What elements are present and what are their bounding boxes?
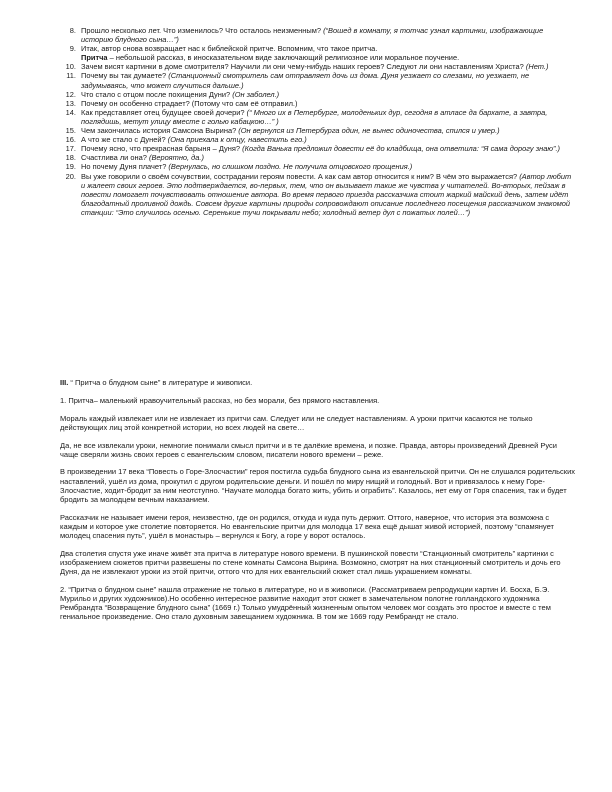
question-item	[52, 26, 574, 44]
question-answer: (“ Много их в Петербурге, молоденьких дур, сегодня в атласе да бархате, а завтра, поглядишь, метут улицу вместе с голью кабацкою…” )	[81, 107, 548, 126]
question-item	[52, 62, 574, 71]
question-item	[52, 108, 574, 126]
question-item	[52, 162, 574, 171]
question-item	[52, 71, 574, 89]
paragraph: В произведении 17 века “Повесть о Горе-Злосчастии” героя постигла судьба блудного сына из евангельской притчи. Он не слушался родительских наставлений, ушёл из дома, прокутил с другом родительские деньги. И пошёл по миру нищий и голодный. Вот и привязалось к нему Горе-Злосчастие, ходит-бродит за ним неотступно. “Научате молодца богато жить, убить и ограбить”. Казалось, нет ему от Горя спасения, так и будет бродить за молодцем вечным наказанием.	[60, 467, 576, 504]
question-item	[52, 135, 574, 144]
paragraph: Мораль каждый извлекает или не извлекает из притчи сам. Следует или не следует наставлениям. А уроки притчи касаются не только действующих лиц этой конкретной истории, но всех людей на свете…	[60, 413, 533, 432]
question-item	[52, 153, 574, 162]
question-item	[52, 126, 574, 135]
paragraph: 2. “Притча о блудном сыне” нашла отражение не только в литературе, но и в живописи. (Рассматриваем репродукции картин И. Босха, Б.Э. Мурильо и других художников).Но особенно интересное развитие находит этот сюжет в замечательном полотне голландского художника Рембрандта “Возвращение блудного сына” (1669 г.) Только умудрённый жизненным опытом человек мог создать это простое и вместе с тем гениальное произведение. Оно стало духовным завещанием художника. В том же 1669 году Рембрандт не стало.	[60, 584, 551, 622]
question-number: 17.	[65, 144, 76, 154]
question-text: Счастлива ли она?	[81, 153, 149, 163]
question-text: Но почему Дуня плачет?	[81, 162, 169, 172]
question-number: 20.	[65, 171, 76, 181]
question-number: 11.	[66, 71, 76, 81]
section-literature-painting	[60, 378, 576, 630]
paragraph: Рассказчик не называет имени героя, неизвестно, где он родился, откуда и куда путь держит. Оттого, наверное, что история эта возможна с каждым и которое уже столетие повторяется. Но евангельские притчи для молодца 17 века ещё дышат живой историей, поэтому “спамянует молодец спасения путь”, ушёл в монастырь – вернулся к Богу, а горе у ворот осталось.	[60, 512, 554, 540]
question-number: 10.	[65, 62, 76, 72]
question-text: Чем закончилась история Самсона Вырина?	[81, 126, 239, 136]
question-item	[52, 44, 574, 53]
question-answer: (Она приехала к отцу, навестить его.)	[167, 135, 307, 145]
question-answer: (Он вернулся из Петербурга один, не вынес одиночества, спился и умер.)	[238, 126, 500, 136]
definition-item	[52, 53, 574, 62]
definition-text: – небольшой рассказ, в иносказательном виде заключающий религиозное или моральное поучение.	[107, 53, 460, 63]
question-text: Зачем висят картинки в доме смотрителя? Научили ли они чему-нибудь наших героев? Следуют ли они наставлениям Христа?	[81, 62, 526, 72]
question-answer: (Когда Ванька предложил довести её до кладбища, она ответила: “Я сама дорогу знаю”.)	[242, 144, 560, 154]
question-answer: (“Вошед в комнату, я тотчас узнал картинки, изображающие историю блудного сына…”)	[81, 26, 544, 45]
question-number: 16.	[65, 135, 76, 145]
question-answer: (Вернулась, но слишком поздно. Не получила отцовского прощения.)	[168, 162, 413, 172]
question-number: 9.	[69, 44, 76, 54]
question-text: Прошло несколько лет. Что изменилось? Что осталось неизменным?	[81, 26, 324, 35]
question-answer: (Он заболел.)	[232, 89, 280, 99]
question-answer: (Станционный смотритель сам отправляет дочь из дома. Дуня уезжает со слезами, но уезжает, не задумываясь, что может случиться дальше.)	[81, 71, 530, 90]
question-number: 14.	[65, 107, 76, 117]
question-number: 13.	[65, 98, 76, 108]
question-text: Как представляет отец будущее своей дочери?	[81, 107, 247, 117]
question-number: 12.	[65, 89, 76, 99]
question-number: 15.	[65, 126, 76, 136]
question-text: Почему он особенно страдает? (Потому что сам её отправил.)	[81, 98, 298, 108]
section-roman-numeral: III.	[60, 378, 69, 387]
question-list	[52, 26, 574, 217]
question-item	[52, 99, 574, 108]
question-item	[52, 172, 574, 217]
question-answer: (Вероятно, да.)	[148, 153, 204, 163]
question-text: Что стало с отцом после похищения Дуни?	[81, 89, 233, 99]
question-item	[52, 144, 574, 153]
section-heading	[60, 378, 576, 387]
paragraph: Да, не все извлекали уроки, немногие понимали смысл притчи и в те далёкие времена, и позже. Правда, авторы произведений Древней Руси чаще сверяли жизнь своих героев с евангельским словом, писатели нового времени – реже.	[60, 440, 557, 459]
question-item	[52, 90, 574, 99]
question-text: А что же стало с Дуней?	[81, 135, 168, 145]
paragraph: Два столетия спустя уже иначе живёт эта притча в литературе нового времени. В пушкинской повести “Станционный смотритель” картинки с изображением сюжетов притчи развешены по стене комнаты Самсона Вырина. Возможно, смотрят на них станционный смотритель и дочь его Дуня, да не извлекают уроки из этой притчи, оттого что для них евангельский сюжет стал лишь украшением комнаты.	[60, 548, 561, 576]
question-text: Вы уже говорили о своём сочувствии, сострадании героям повести. А как сам автор относится к ним? В чём это выражается?	[81, 171, 520, 181]
question-number	[52, 53, 81, 62]
paragraph: 1. Притча– маленький нравоучительный рассказ, но без морали, без прямого наставления.	[60, 396, 380, 406]
section-title-text: “ Притча о блудном сыне” в литературе и живописи.	[68, 378, 253, 387]
question-answer: (Нет.)	[525, 62, 549, 72]
question-number: 8.	[69, 26, 76, 35]
question-text: Итак, автор снова возвращает нас к библейской притче. Вспомним, что такое притча.	[81, 44, 378, 54]
question-text: Почему ясно, что прекрасная барыня – Дуня?	[81, 144, 243, 154]
question-number: 18.	[65, 153, 76, 163]
question-number: 19.	[65, 162, 76, 172]
question-text: Почему вы так думаете?	[81, 71, 169, 81]
question-answer: (Автор любит и жалеет своих героев. Это подтверждается, во-первых, тем, что он вызывает такие же чувства у читателей. Во-вторых, пейзаж в повести помогает почувствовать отношение автора. Во время первого приезда рассказчика стоит жаркий майский день, затем идёт благодатный проливной дождь. Совсем другие картины природы сопровождают описание последнего посещения рассказчиком знакомой станции: “Это случилось осенью. Серенькие тучи покрывали небо; холодный ветер дул с пожатых полей…”)	[81, 171, 572, 217]
definition-term: Притча	[81, 53, 108, 63]
